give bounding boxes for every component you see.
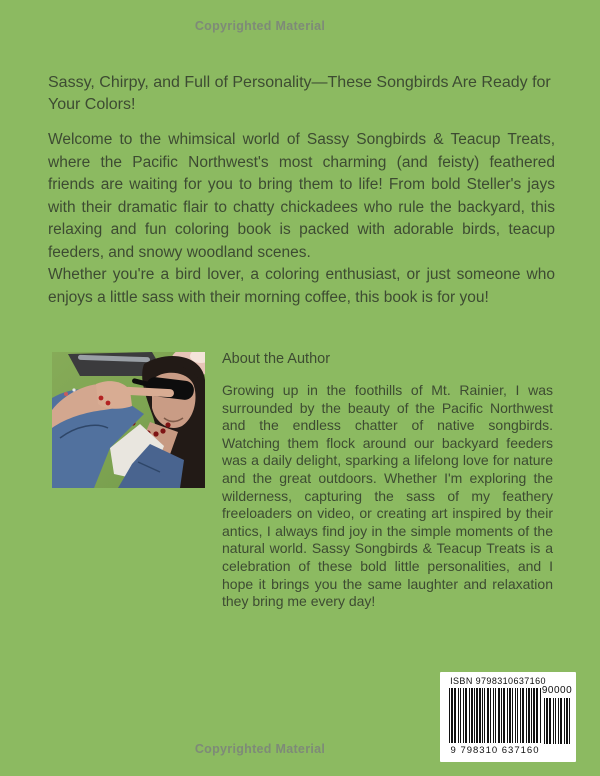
jacket-flower-dot [64, 392, 68, 396]
intro-paragraph-1: Welcome to the whimsical world of Sassy Songbirds & Teacup Treats, where the Pacific Northwest's most charming (and feisty) feathered friends are waiting for you to bring them to life! From bold Steller's jays with their dramatic flair to chatty chickadees who rule the backyard, this relaxing and fun coloring book is packed with adorable birds, teacup feeders, and snowy woodland scenes. [48, 131, 555, 261]
red-nail-1 [99, 396, 104, 401]
isbn-number-text: ISBN 9798310637160 [450, 676, 546, 686]
supplemental-barcode [544, 698, 570, 744]
barcode-human-readable: 9 798310 637160 [450, 745, 540, 756]
author-photo-illustration [52, 352, 205, 488]
barcode-price-code: 90000 [541, 685, 573, 696]
intro-paragraph-2: Whether you're a bird lover, a coloring enthusiast, or just someone who enjoys a little sass with their morning coffee, this book is for you! [48, 266, 555, 306]
ean13-barcode [449, 688, 541, 743]
author-photo [52, 352, 205, 488]
back-cover-headline: Sassy, Chirpy, and Full of Personality—These Songbirds Are Ready for Your Colors! [48, 74, 551, 113]
about-author-body: Growing up in the foothills of Mt. Rainier, I was surrounded by the beauty of the Pacific Northwest and the endless chatter of native songbirds. Watching them flock around our backyard feeders was a daily delight, sparking a lifelong love for nature and the great outdoors. Whether I'm exploring the wilderness, capturing the sass of my feathery freeloaders on video, or creating art inspired by their antics, I always find joy in the simple moments of the natural world. Sassy Songbirds & Teacup Treats is a celebration of these bold little personalities, and I hope it brings you the same laughter and relaxation they bring me every day! [222, 382, 553, 610]
jacket-flower-dot-2 [72, 388, 75, 391]
about-author-heading: About the Author [222, 351, 331, 367]
copyright-banner-bottom: Copyrighted Material [194, 742, 326, 756]
about-author-section [222, 351, 553, 611]
copyright-banner-top: Copyrighted Material [194, 19, 326, 33]
red-nail-2 [106, 401, 111, 406]
